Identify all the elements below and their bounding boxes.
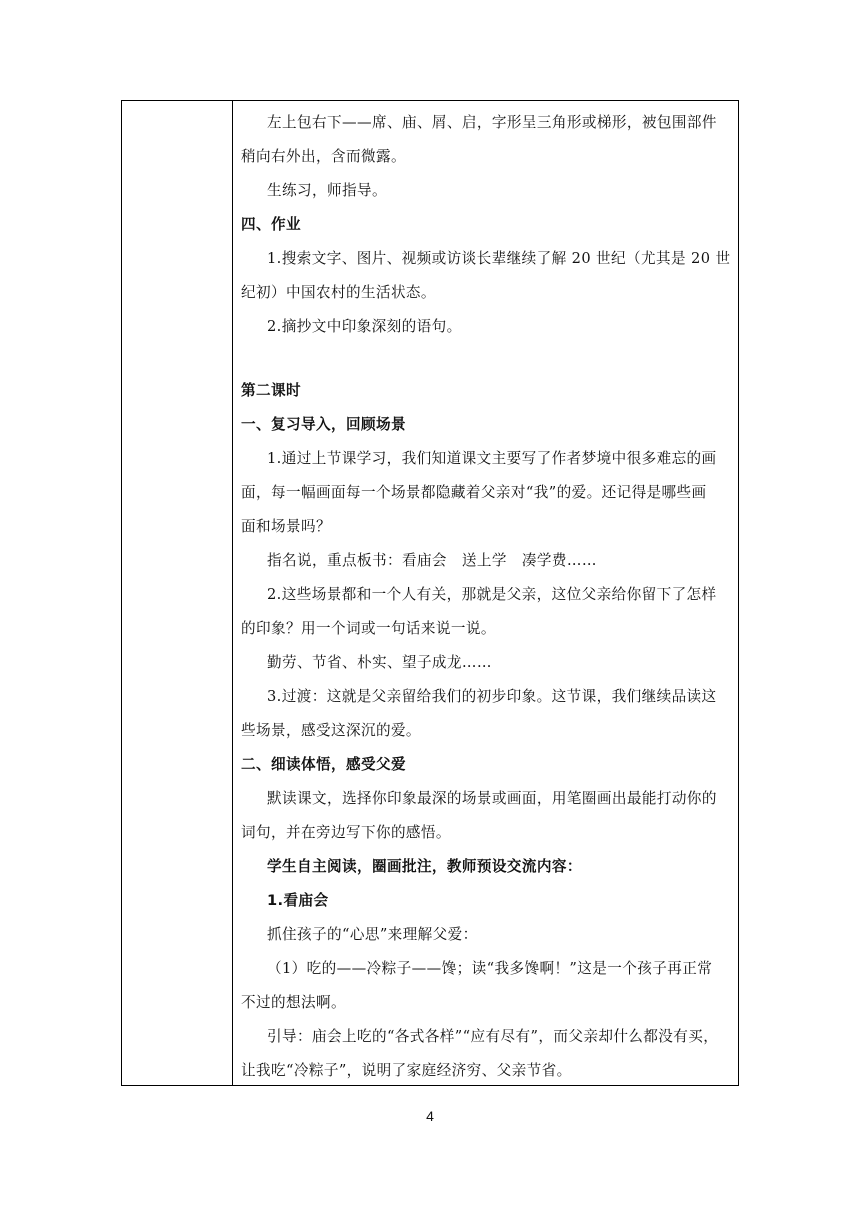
text-line: 让我吃“冷粽子”，说明了家庭经济穷、父亲节省。 xyxy=(241,1062,572,1079)
text-line: 指名说，重点板书：看庙会 送上学 凑学费…… xyxy=(267,552,597,569)
section-heading: 一、复习导入，回顾场景 xyxy=(241,416,406,433)
text-line: 2.这些场景都和一个人有关，那就是父亲，这位父亲给你留下了怎样 xyxy=(267,586,717,603)
text-line: 默读课文，选择你印象最深的场景或画面，用笔圈画出最能打动你的 xyxy=(267,790,717,807)
text-line: 面，每一幅画面每一个场景都隐藏着父亲对“我”的爱。还记得是哪些画 xyxy=(241,484,707,501)
section-heading: 二、细读体悟，感受父爱 xyxy=(241,756,406,773)
page-number: 4 xyxy=(426,1108,434,1124)
text-line: （1）吃的——冷粽子——馋；读“我多馋啊！”这是一个孩子再正常 xyxy=(267,960,713,977)
text-line: 词句，并在旁边写下你的感悟。 xyxy=(241,824,451,841)
text-line: 1.搜索文字、图片、视频或访谈长辈继续了解 20 世纪（尤其是 20 世 xyxy=(267,250,731,267)
lesson-table xyxy=(121,100,739,1086)
text-line: 不过的想法啊。 xyxy=(241,994,346,1011)
text-line: 抓住孩子的“心思”来理解父爱： xyxy=(267,926,478,943)
text-line: 1.通过上节课学习，我们知道课文主要写了作者梦境中很多难忘的画 xyxy=(267,450,717,467)
section-heading: 学生自主阅读，圈画批注，教师预设交流内容： xyxy=(267,858,582,875)
table-left-column xyxy=(122,101,233,1085)
section-heading: 四、作业 xyxy=(241,216,301,233)
text-line: 勤劳、节省、朴实、望子成龙…… xyxy=(267,654,492,671)
text-line: 2.摘抄文中印象深刻的语句。 xyxy=(267,318,462,335)
text-line: 的印象？用一个词或一句话来说一说。 xyxy=(241,620,496,637)
text-line: 纪初）中国农村的生活状态。 xyxy=(241,284,436,301)
text-line: 生练习，师指导。 xyxy=(267,182,387,199)
text-line: 左上包右下——席、庙、屑、启，字形呈三角形或梯形，被包围部件 xyxy=(267,114,717,131)
text-line: 面和场景吗？ xyxy=(241,518,331,535)
section-heading: 1.看庙会 xyxy=(267,892,329,909)
text-line: 些场景，感受这深沉的爱。 xyxy=(241,722,421,739)
section-heading: 第二课时 xyxy=(241,382,301,399)
text-line: 稍向右外出，含而微露。 xyxy=(241,148,406,165)
table-right-column xyxy=(233,101,738,1085)
text-line: 引导：庙会上吃的“各式各样”“应有尽有”，而父亲却什么都没有买， xyxy=(267,1028,719,1045)
text-line: 3.过渡：这就是父亲留给我们的初步印象。这节课，我们继续品读这 xyxy=(267,688,717,705)
